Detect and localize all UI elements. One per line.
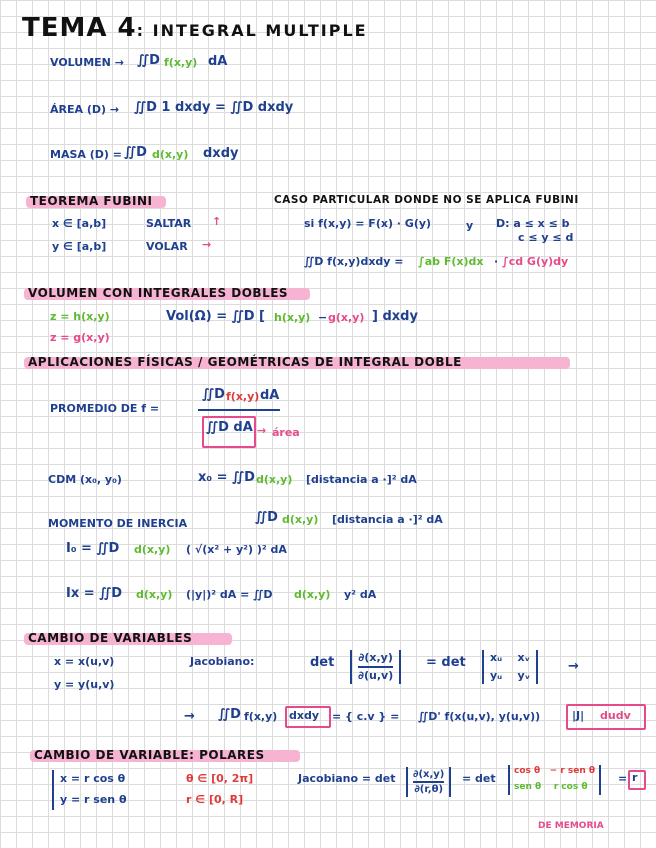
polares-a: cos θ	[514, 766, 541, 776]
polares-eq: =	[618, 772, 628, 785]
polares-y: y = r sen θ	[60, 793, 127, 806]
polares-brace	[52, 770, 54, 810]
prom-den: ∬D dA	[206, 420, 253, 435]
polares-c: sen θ	[514, 781, 542, 792]
page-title: TEMA 4: INTEGRAL MULTIPLE	[22, 13, 368, 43]
cambio-jacobiano: Jacobiano:	[190, 655, 255, 668]
vol-dA: dA	[208, 54, 228, 69]
polares-x: x = r cos θ	[60, 772, 126, 785]
masa-label: MASA (D) =	[50, 148, 122, 161]
inercia-ix-tail: y² dA	[344, 588, 377, 601]
polares-matrix	[406, 767, 451, 797]
inercia-tail: [distancia a ·]² dA	[332, 513, 443, 526]
prom-area: área	[272, 426, 300, 439]
cambio-m-den: ∂(u,v)	[358, 666, 393, 682]
cambio-header: CAMBIO DE VARIABLES	[28, 631, 193, 645]
cdm-tail: [distancia a ·]² dA	[306, 473, 417, 486]
caso-line1: si f(x,y) = F(x) · G(y)	[304, 217, 432, 230]
cambio-arrow: →	[568, 659, 579, 674]
volcon-h: h(x,y)	[274, 311, 311, 324]
polares-eqdet: = det	[462, 772, 496, 785]
cambio-l2-integral2: ∬D' f(x(u,v), y(u,v))	[418, 710, 541, 723]
polares-num: ∂(x,y)	[413, 769, 445, 780]
masa-density: d(x,y)	[152, 148, 189, 161]
prom-arrow: →	[257, 424, 267, 437]
polares-res: r	[632, 771, 638, 784]
cambio-l2-arrow: →	[184, 709, 195, 724]
fubini-header: TEOREMA FUBINI	[30, 194, 153, 208]
caso-eq-part1: ∫ab F(x)dx	[418, 255, 484, 268]
cambio-y: y = y(u,v)	[54, 678, 115, 691]
prom-num-integral: ∬D	[202, 387, 225, 402]
inercia-integral: ∬D	[255, 510, 278, 525]
fubini-row2-a: y ∈ [a,b]	[52, 240, 107, 253]
cambio-l2-cv: = { c.v } =	[332, 710, 400, 723]
fubini-row2-arrow: →	[202, 238, 212, 251]
polares-memo: DE MEMORIA	[538, 821, 604, 831]
volcon-header: VOLUMEN CON INTEGRALES DOBLES	[28, 286, 289, 300]
volcon-z1: z = h(x,y)	[50, 310, 110, 323]
cdm-label: CDM (x₀, y₀)	[48, 473, 122, 486]
cambio-matrix	[350, 650, 401, 684]
caso-dom1: D: a ≤ x ≤ b	[496, 217, 570, 230]
area-expr: ∬D 1 dxdy = ∬D dxdy	[134, 100, 294, 115]
polares-header: CAMBIO DE VARIABLE: POLARES	[34, 748, 265, 762]
cambio-l2-dudv: dudv	[600, 709, 631, 722]
polares-b: − r sen θ	[549, 766, 596, 776]
polares-jmatrix	[508, 765, 601, 795]
prom-num-tail: dA	[260, 388, 280, 403]
cambio-x: x = x(u,v)	[54, 655, 115, 668]
polares-jacobiano: Jacobiano = det	[298, 772, 396, 785]
cambio-xu: xᵤ	[490, 651, 503, 664]
cambio-yv: yᵥ	[517, 669, 531, 683]
caso-eq: ∬D f(x,y)dxdy =	[304, 255, 404, 268]
caso-eq-part2: ∫cd G(y)dy	[502, 255, 569, 268]
inercia-ix-density: d(x,y)	[136, 588, 173, 601]
inercia-ix: Ix = ∬D	[66, 586, 123, 601]
inercia-density: d(x,y)	[282, 513, 319, 526]
volcon-minus: −	[318, 311, 328, 324]
caso-dot: ·	[494, 255, 499, 268]
area-label: ÁREA (D) →	[50, 103, 120, 116]
masa-tail: dxdy	[203, 146, 239, 161]
page-subtitle: : INTEGRAL MULTIPLE	[136, 21, 368, 40]
cambio-eqdet: = det	[426, 655, 466, 670]
masa-integral: ∬D	[124, 145, 147, 160]
cambio-l2-integral: ∬D	[218, 707, 241, 722]
prom-label: PROMEDIO DE f =	[50, 402, 160, 415]
polares-theta: θ ∈ [0, 2π]	[186, 772, 254, 785]
volcon-z2: z = g(x,y)	[50, 331, 110, 344]
vol-fxy: f(x,y)	[164, 56, 198, 69]
caso-header: CASO PARTICULAR DONDE NO SE APLICA FUBINI	[274, 194, 579, 206]
caso-dom2: c ≤ y ≤ d	[518, 231, 574, 244]
prom-fraction-bar	[198, 409, 280, 411]
cambio-det: det	[310, 655, 335, 670]
fubini-row1-a: x ∈ [a,b]	[52, 217, 107, 230]
inercia-ix-mid: (|y|)² dA = ∬D	[186, 588, 273, 601]
volcon-vol: Vol(Ω) = ∬D [	[166, 309, 265, 324]
volcon-g: g(x,y)	[328, 311, 365, 324]
polares-den: ∂(r,θ)	[413, 781, 444, 795]
inercia-i0-tail: ( √(x² + y²) )² dA	[186, 543, 287, 556]
polares-d: r cos θ	[553, 781, 588, 792]
inercia-label: MOMENTO DE INERCIA	[48, 517, 188, 530]
cambio-l2-f: f(x,y)	[244, 710, 278, 723]
cambio-l2-dxdy: dxdy	[289, 709, 320, 722]
vol-label: VOLUMEN →	[50, 56, 124, 69]
polares-r: r ∈ [0, R]	[186, 793, 244, 806]
cdm-density: d(x,y)	[256, 473, 293, 486]
volcon-tail: ] dxdy	[372, 309, 418, 324]
fubini-row1-arrow: ↑	[212, 215, 222, 228]
cambio-jmatrix	[482, 650, 538, 684]
cambio-xv: xᵥ	[517, 651, 531, 664]
caso-y: y	[466, 219, 474, 232]
cdm-x0: x₀ = ∬D	[198, 470, 255, 485]
cambio-m-num: ∂(x,y)	[358, 651, 393, 664]
inercia-i0-density: d(x,y)	[134, 543, 171, 556]
inercia-ix-density2: d(x,y)	[294, 588, 331, 601]
prom-num-f: f(x,y)	[226, 390, 260, 403]
fubini-row1-b: SALTAR	[146, 217, 192, 230]
vol-integral: ∬D	[137, 53, 160, 68]
aplic-header: APLICACIONES FÍSICAS / GEOMÉTRICAS DE INTEGRAL DOBLE	[28, 355, 462, 369]
cambio-yu: yᵤ	[490, 669, 503, 683]
fubini-row2-b: VOLAR	[146, 240, 188, 253]
inercia-i0: I₀ = ∬D	[66, 541, 120, 556]
cambio-l2-jac: |J|	[572, 709, 585, 722]
